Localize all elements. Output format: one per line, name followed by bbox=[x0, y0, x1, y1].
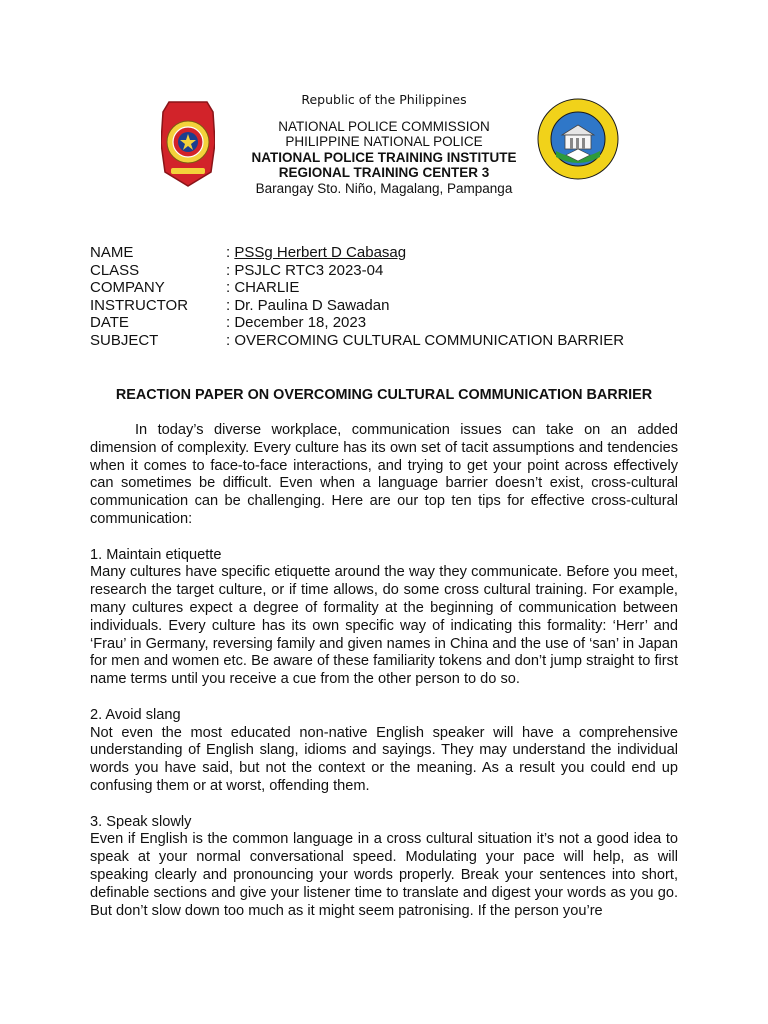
paper-title: REACTION PAPER ON OVERCOMING CULTURAL COMMUNICATION BARRIER bbox=[115, 387, 653, 403]
info-label: COMPANY bbox=[90, 279, 165, 297]
institute-line: NATIONAL POLICE TRAINING INSTITUTE bbox=[251, 149, 517, 165]
info-label: CLASS bbox=[90, 261, 140, 279]
training-center-line: REGIONAL TRAINING CENTER 3 bbox=[278, 165, 490, 180]
info-value: : PSJLC RTC3 2023-04 bbox=[226, 261, 384, 279]
info-row-instructor bbox=[90, 297, 624, 315]
info-value: : CHARLIE bbox=[226, 279, 300, 297]
section-paragraph: Not even the most educated non-native English speaker will have a comprehensive understanding of English slang, idioms and sayings. They may understand the individual words you have said, but not the context or the meaning. As a result you could end up confusing them or at worst, offending them. bbox=[90, 724, 678, 794]
address-line: Barangay Sto. Niño, Magalang, Pampanga bbox=[255, 180, 513, 196]
info-colon: : bbox=[226, 244, 235, 261]
pnp-line: PHILIPPINE NATIONAL POLICE bbox=[285, 134, 483, 149]
section-paragraph: Many cultures have specific etiquette around the way they communicate. Before you meet, research the target culture, or if time allows, do some cross cultural training. For example, many cultures expect a degree of formality at the beginning of communication between individuals. Every culture has its own specific way of indicating this formality: ‘Herr’ and ‘Frau’ in Germany, reversing family and given names in China and the use of ‘san’ in Japan for men and women etc. Be aware of these familiarity tokens and don’t jump straight to first name terms until you receive a cue from the other person to do so. bbox=[90, 564, 678, 688]
info-label: NAME bbox=[90, 244, 134, 261]
info-row-subject bbox=[90, 332, 624, 350]
info-value: : Dr. Paulina D Sawadan bbox=[226, 296, 390, 314]
paper-body bbox=[90, 422, 678, 920]
intro-paragraph: In today’s diverse workplace, communication issues can take on an added dimension of complexity. Every culture has its own set of tacit assumptions and tendencies when it comes to face-to-face interactions, and trying to get your point across effectively can sometimes be difficult. Even when a language barrier doesn’t exist, cross-cultural communication can be challenging. Here are our top ten tips for effective cross-cultural communication: bbox=[90, 422, 678, 527]
info-row-company bbox=[90, 279, 624, 297]
info-label: DATE bbox=[90, 314, 129, 332]
student-info bbox=[90, 244, 624, 350]
student-name: PSSg Herbert D Cabasag bbox=[234, 244, 407, 261]
info-row-name bbox=[90, 244, 624, 262]
info-value bbox=[226, 244, 406, 262]
section-paragraph: Even if English is the common language in a cross cultural situation it’s not a good idea to speak at your normal conversational speed. Modulating your pace will help, as will speaking clearly and pronouncing your words properly. Break your sentences into short, definable sections and give your listener time to translate and digest your words as you go. But don’t slow down too much as it might seem patronising. If the person you’re bbox=[90, 831, 678, 919]
letterhead bbox=[0, 92, 768, 196]
info-label: SUBJECT bbox=[90, 331, 159, 349]
commission-line: NATIONAL POLICE COMMISSION bbox=[278, 118, 490, 134]
info-value: : December 18, 2023 bbox=[226, 314, 367, 332]
info-label: INSTRUCTOR bbox=[90, 296, 189, 314]
info-row-class bbox=[90, 262, 624, 280]
republic-line: Republic of the Philippines bbox=[301, 92, 467, 107]
info-value: : OVERCOMING CULTURAL COMMUNICATION BARRIER bbox=[226, 331, 625, 349]
section-heading: 1. Maintain etiquette bbox=[90, 546, 222, 563]
section-heading: 3. Speak slowly bbox=[90, 813, 192, 830]
section-heading: 2. Avoid slang bbox=[90, 706, 181, 723]
info-row-date bbox=[90, 314, 624, 332]
